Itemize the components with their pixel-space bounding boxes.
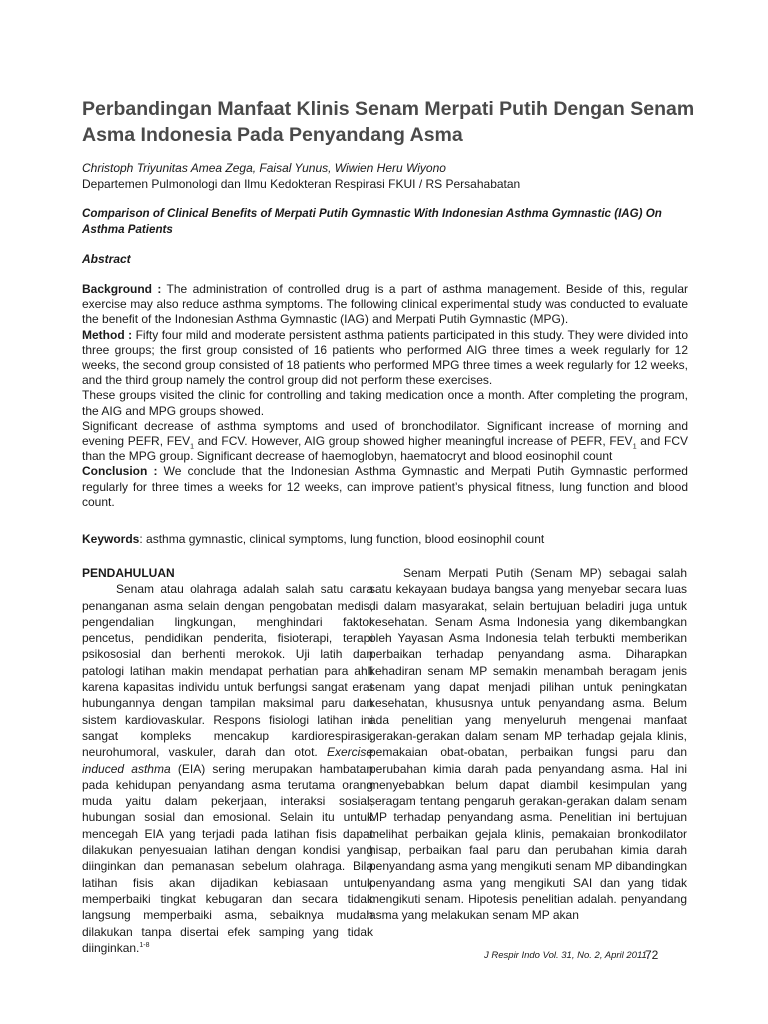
section-heading: PENDAHULUAN bbox=[82, 566, 175, 580]
fev-subscript: 1 bbox=[190, 443, 194, 451]
abstract-heading: Abstract bbox=[82, 252, 131, 266]
method-text: Fifty four mild and moderate persistent asthma patients participated in this study. They were divided into three groups; the first group consisted of 16 patients who performed AIG three times a week regularly for 12 weeks, the second group consisted of 18 patients who performed MPG three times a week regularly for 12 weeks, and the third group namely the control group did not perform these exercises. bbox=[82, 327, 688, 388]
authors: Christoph Triyunitas Amea Zega, Faisal Yunus, Wiwien Heru Wiyono bbox=[82, 161, 446, 175]
abstract-method bbox=[82, 328, 688, 389]
abstract-results bbox=[82, 419, 688, 465]
left-text-b: (EIA) sering merupakan hambatan pada kehidupan penyandang asma terutama orang muda yaitu dalam pekerjaan, interaksi sosial, hubungan sosial dan emosional. Selain itu untuk mencegah EIA yang terjadi pada latihan fisis dapat dilakukan penyesuaian latihan dengan kondisi yang diinginkan dan pemanasan sebelum olahraga. Bila latihan fisis akan dijadikan kebiasaan untuk memperbaiki tingkat kebugaran dan secara tidak langsung memperbaiki asma, sebaiknya mudah dilakukan tanpa disertai efek samping yang tidak diinginkan. bbox=[82, 761, 373, 955]
article-title: Perbandingan Manfaat Klinis Senam Merpati Putih Dengan Senam Asma Indonesia Pada Penyandang Asma bbox=[82, 98, 695, 146]
right-column bbox=[369, 565, 687, 924]
abstract-body bbox=[82, 282, 688, 510]
page-number: 72 bbox=[645, 948, 659, 962]
conclusion-label: Conclusion : bbox=[82, 464, 158, 479]
abstract-background bbox=[82, 282, 688, 328]
left-paragraph bbox=[82, 581, 373, 956]
fev-subscript: 1 bbox=[632, 443, 637, 451]
left-text-a: Senam atau olahraga adalah salah satu cara penanganan asma selain dengan pengobatan medis, pengendalian lingkungan, menghindari faktor pencetus, pendidikan penderita, fisioterapi, terapi psikososial dan berhenti merokok. Uji latih dan patologi latihan makin mendapat perhatian para ahli karena kapasitas individu untuk berfungsi sangat erat hubungannya dengan tampilan maksimal paru dan sistem kardiovaskular. Respons fisiologi latihan ini sangat kompleks mencakup kardiorespirasi, neurohumoral, vaskuler, darah dan otot. bbox=[82, 582, 373, 760]
background-text: The administration of controlled drug is a part of asthma management. Beside of this, regular exercise may also reduce asthma symptoms. The following clinical experimental study was conducted to evaluate the benefit of the Indonesian Asthma Gymnastic (IAG) and Merpati Putih Gymnastic (MPG). bbox=[82, 282, 689, 327]
english-title: Comparison of Clinical Benefits of Merpati Putih Gymnastic With Indonesian Asthma Gymnastic (IAG) On Asthma Patients bbox=[82, 207, 662, 236]
abstract-conclusion bbox=[82, 464, 688, 510]
left-column bbox=[82, 565, 373, 956]
right-paragraph: Senam Merpati Putih (Senam MP) sebagai salah satu kekayaan budaya bangsa yang menyebar secara luas di dalam masyarakat, selain bertujuan beladiri juga untuk kesehatan. Senam Asma Indonesia yang dikembangkan oleh Yayasan Asma Indonesia telah terbukti memberikan perbaikan terhadap penyandang asma. Diharapkan kehadiran senam MP semakin menambah beragam jenis senam yang dapat menjadi pilihan untuk peningkatan kesehatan, khususnya untuk penyandang asma. Belum ada penelitian yang menyeluruh mengenai manfaat gerakan-gerakan dalam senam MP terhadap gejala klinis, pemakaian obat-obatan, perbaikan fungsi paru dan perubahan kimia darah pada penyandang asma. Hal ini menyebabkan belum dapat diambil kesimpulan yang seragam tentang pengaruh gerakan-gerakan dalam senam MP terhadap penyandang asma. Penelitian ini bertujuan melihat perbaikan gejala klinis, pemakaian bronkodilator hisap, perbaikan faal paru dan perubahan kimia darah penyandang asma yang mengikuti senam MP dibandingkan penyandang asma yang mengikuti SAI dan yang tidak mengikuti senam. Hipotesis penelitian adalah. penyandang asma yang melakukan senam MP akan bbox=[369, 566, 687, 923]
reference-marker: 1-8 bbox=[139, 941, 150, 949]
method-label: Method : bbox=[82, 327, 133, 342]
results-part-b: and FCV. However, AIG group showed higher meaningful increase of PEFR, FEV bbox=[194, 434, 633, 449]
abstract-visits: These groups visited the clinic for controlling and taking medication once a month. After completing the program, the AIG and MPG groups showed. bbox=[82, 388, 688, 418]
journal-citation: J Respir Indo Vol. 31, No. 2, April 2011 bbox=[484, 950, 647, 961]
left-italic-term: Exercise induced asthma bbox=[82, 745, 373, 776]
results-part-c: and FCV than the MPG group. Significant decrease of haemoglobyn, haematocryt and blood eosinophil count bbox=[82, 434, 688, 464]
keywords-label: Keywords bbox=[82, 532, 140, 546]
results-part-a: Significant decrease of asthma symptoms and used of bronchodilator. Significant increase of morning and evening PEFR, FEV bbox=[82, 418, 688, 449]
affiliation: Departemen Pulmonologi dan Ilmu Kedokteran Respirasi FKUI / RS Persahabatan bbox=[82, 177, 521, 191]
conclusion-text: We conclude that the Indonesian Asthma Gymnastic and Merpati Putih Gymnastic performed regularly for three times a weeks for 12 weeks, can improve patient’s physical fitness, lung function and blood count. bbox=[82, 464, 688, 509]
keywords bbox=[82, 532, 688, 547]
keywords-text: : asthma gymnastic, clinical symptoms, lung function, blood eosinophil count bbox=[139, 532, 545, 546]
background-label: Background : bbox=[82, 282, 162, 296]
